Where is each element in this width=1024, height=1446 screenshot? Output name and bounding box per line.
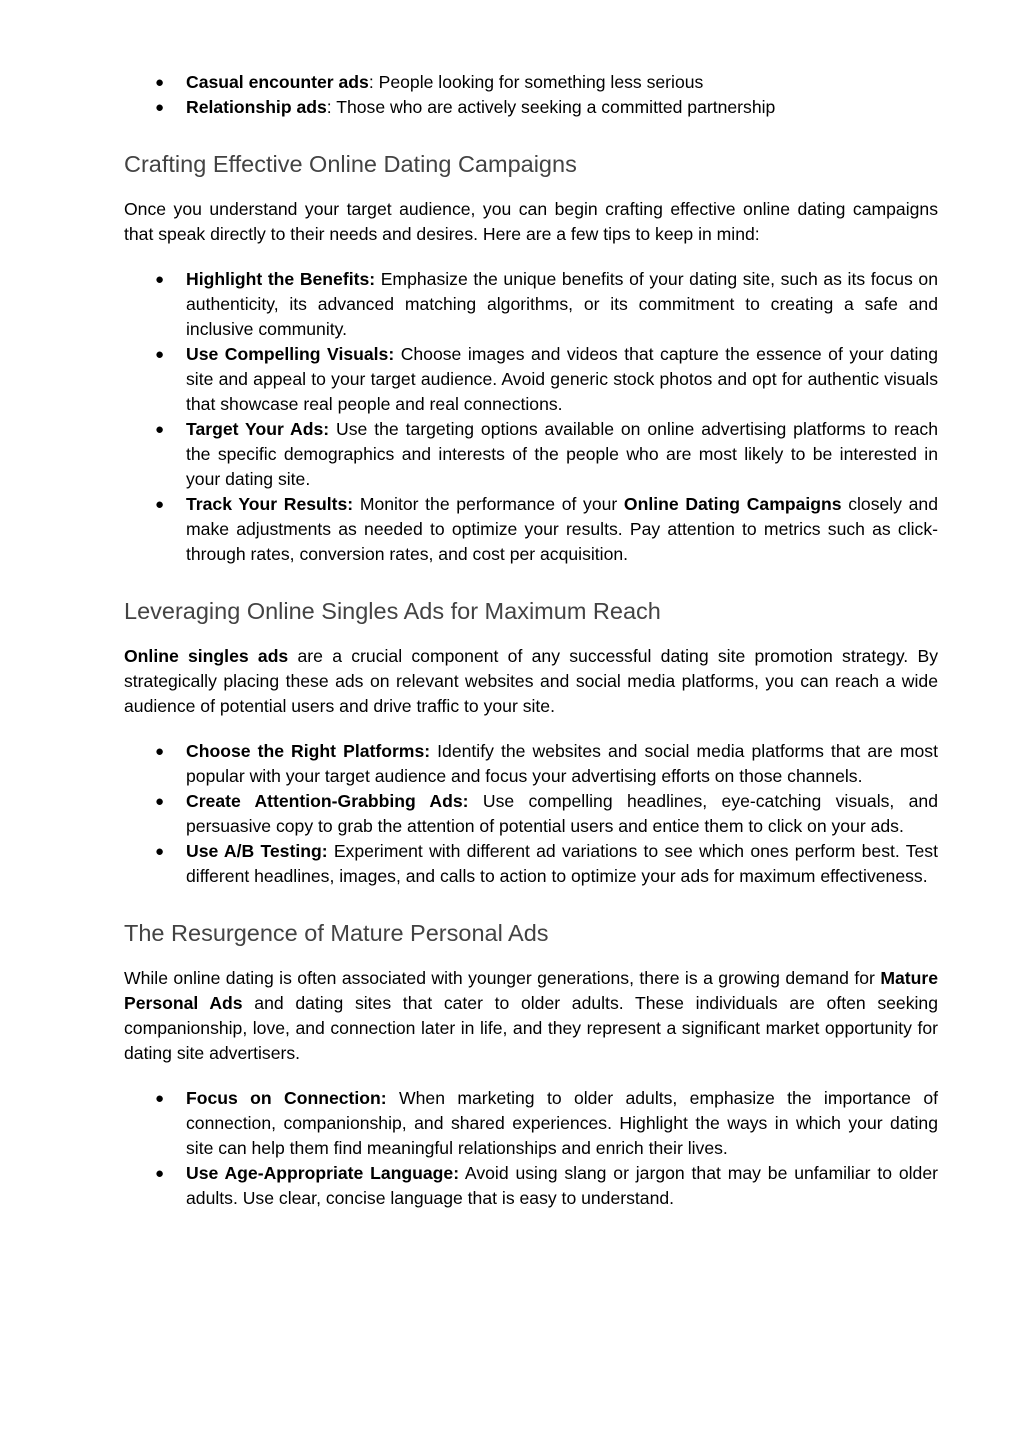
list-item-text: Experiment with different ad variations to see which ones perform best. Test different headlines, images, and calls to action to optimize your ads for maximum effectiveness. [186,841,938,886]
list-item [124,95,938,120]
bullet-icon: ● [155,1165,165,1182]
list-item-bold: Online Dating Campaigns [623,494,842,514]
list-item-bold: Casual encounter ads [186,72,369,92]
bullet-icon: ● [155,1090,165,1107]
section-heading: Crafting Effective Online Dating Campaigns [124,151,577,177]
intro-list [124,70,938,120]
list-item-text: closely and make adjustments as needed to optimize your results. Pay attention to metrics such as click-through rates, conversion rates, and cost per acquisition. [186,494,938,564]
list-item-text: Use the targeting options available on online advertising platforms to reach the specific demographics and interests of the people who are most likely to be interested in your dating site. [186,419,939,489]
list-item-bold: Use Compelling Visuals: [186,344,395,364]
bullet-icon: ● [155,793,165,810]
list-item [124,1086,938,1161]
list-item-text: Identify the websites and social media platforms that are most popular with your target audience and focus your advertising efforts on those channels. [186,741,938,786]
list-item-bold: Relationship ads [186,97,327,117]
section-paragraph [124,966,938,1066]
list-item-text: : People looking for something less serious [368,72,704,92]
list-item-text: Avoid using slang or jargon that may be unfamiliar to older adults. Use clear, concise language that is easy to understand. [186,1163,938,1208]
list-item-text: When marketing to older adults, emphasize the importance of connection, companionship, and shared experiences. Highlight the ways in which your dating site can help them find meaningful relationships and enrich their lives. [186,1088,939,1158]
list-item [124,1161,938,1211]
list-item [124,417,938,492]
list-item [124,739,938,789]
list-item-bold: Choose the Right Platforms: [186,741,431,761]
list-item-text: Choose images and videos that capture the essence of your dating site and appeal to your target audience. Avoid generic stock photos and opt for authentic visuals that showcase real people and real connections. [186,344,938,414]
list-item-text: Emphasize the unique benefits of your dating site, such as its focus on authenticity, its advanced matching algorithms, or its commitment to creating a safe and inclusive community. [186,269,938,339]
section-paragraph: Once you understand your target audience, you can begin crafting effective online dating campaigns that speak directly to their needs and desires. Here are a few tips to keep in mind: [124,199,938,244]
paragraph-text: While online dating is often associated with younger generations, there is a growing demand for [124,968,881,988]
section-list [124,1086,938,1211]
section-heading: The Resurgence of Mature Personal Ads [124,920,549,946]
list-item-text: Use compelling headlines, eye-catching visuals, and persuasive copy to grab the attention of potential users and entice them to click on your ads. [186,791,938,836]
bullet-icon: ● [155,346,165,363]
list-item-bold: Track Your Results: [186,494,354,514]
list-item-bold: Target Your Ads: [186,419,330,439]
bullet-icon: ● [155,843,165,860]
list-item [124,70,938,95]
list-item-text: Monitor the performance of your [353,494,624,514]
list-item [124,267,938,342]
list-item-bold: Use A/B Testing: [186,841,328,861]
list-item [124,492,938,567]
section-list [124,739,938,889]
bullet-icon: ● [155,743,165,760]
paragraph-bold: Mature Personal Ads [124,968,938,1013]
bullet-icon: ● [155,496,165,513]
section-paragraph [124,644,938,719]
list-item [124,342,938,417]
list-item-bold: Focus on Connection: [186,1088,387,1108]
paragraph-bold: Online singles ads [124,646,289,666]
section-list [124,267,938,567]
list-item-bold: Highlight the Benefits: [186,269,376,289]
bullet-icon: ● [155,271,165,288]
paragraph-text: and dating sites that cater to older adults. These individuals are often seeking companionship, love, and connection later in life, and they represent a significant market opportunity for dating site advertisers. [124,993,938,1063]
bullet-icon: ● [155,74,165,91]
list-item [124,839,938,889]
bullet-icon: ● [155,99,165,116]
list-item-bold: Create Attention-Grabbing Ads: [186,791,469,811]
list-item-bold: Use Age-Appropriate Language: [186,1163,460,1183]
section-heading: Leveraging Online Singles Ads for Maximum Reach [124,598,661,624]
bullet-icon: ● [155,421,165,438]
list-item [124,789,938,839]
list-item-text: : Those who are actively seeking a committed partnership [326,97,776,117]
document-page [124,70,938,1211]
paragraph-text: are a crucial component of any successful dating site promotion strategy. By strategically placing these ads on relevant websites and social media platforms, you can reach a wide audience of potential users and drive traffic to your site. [124,646,938,716]
